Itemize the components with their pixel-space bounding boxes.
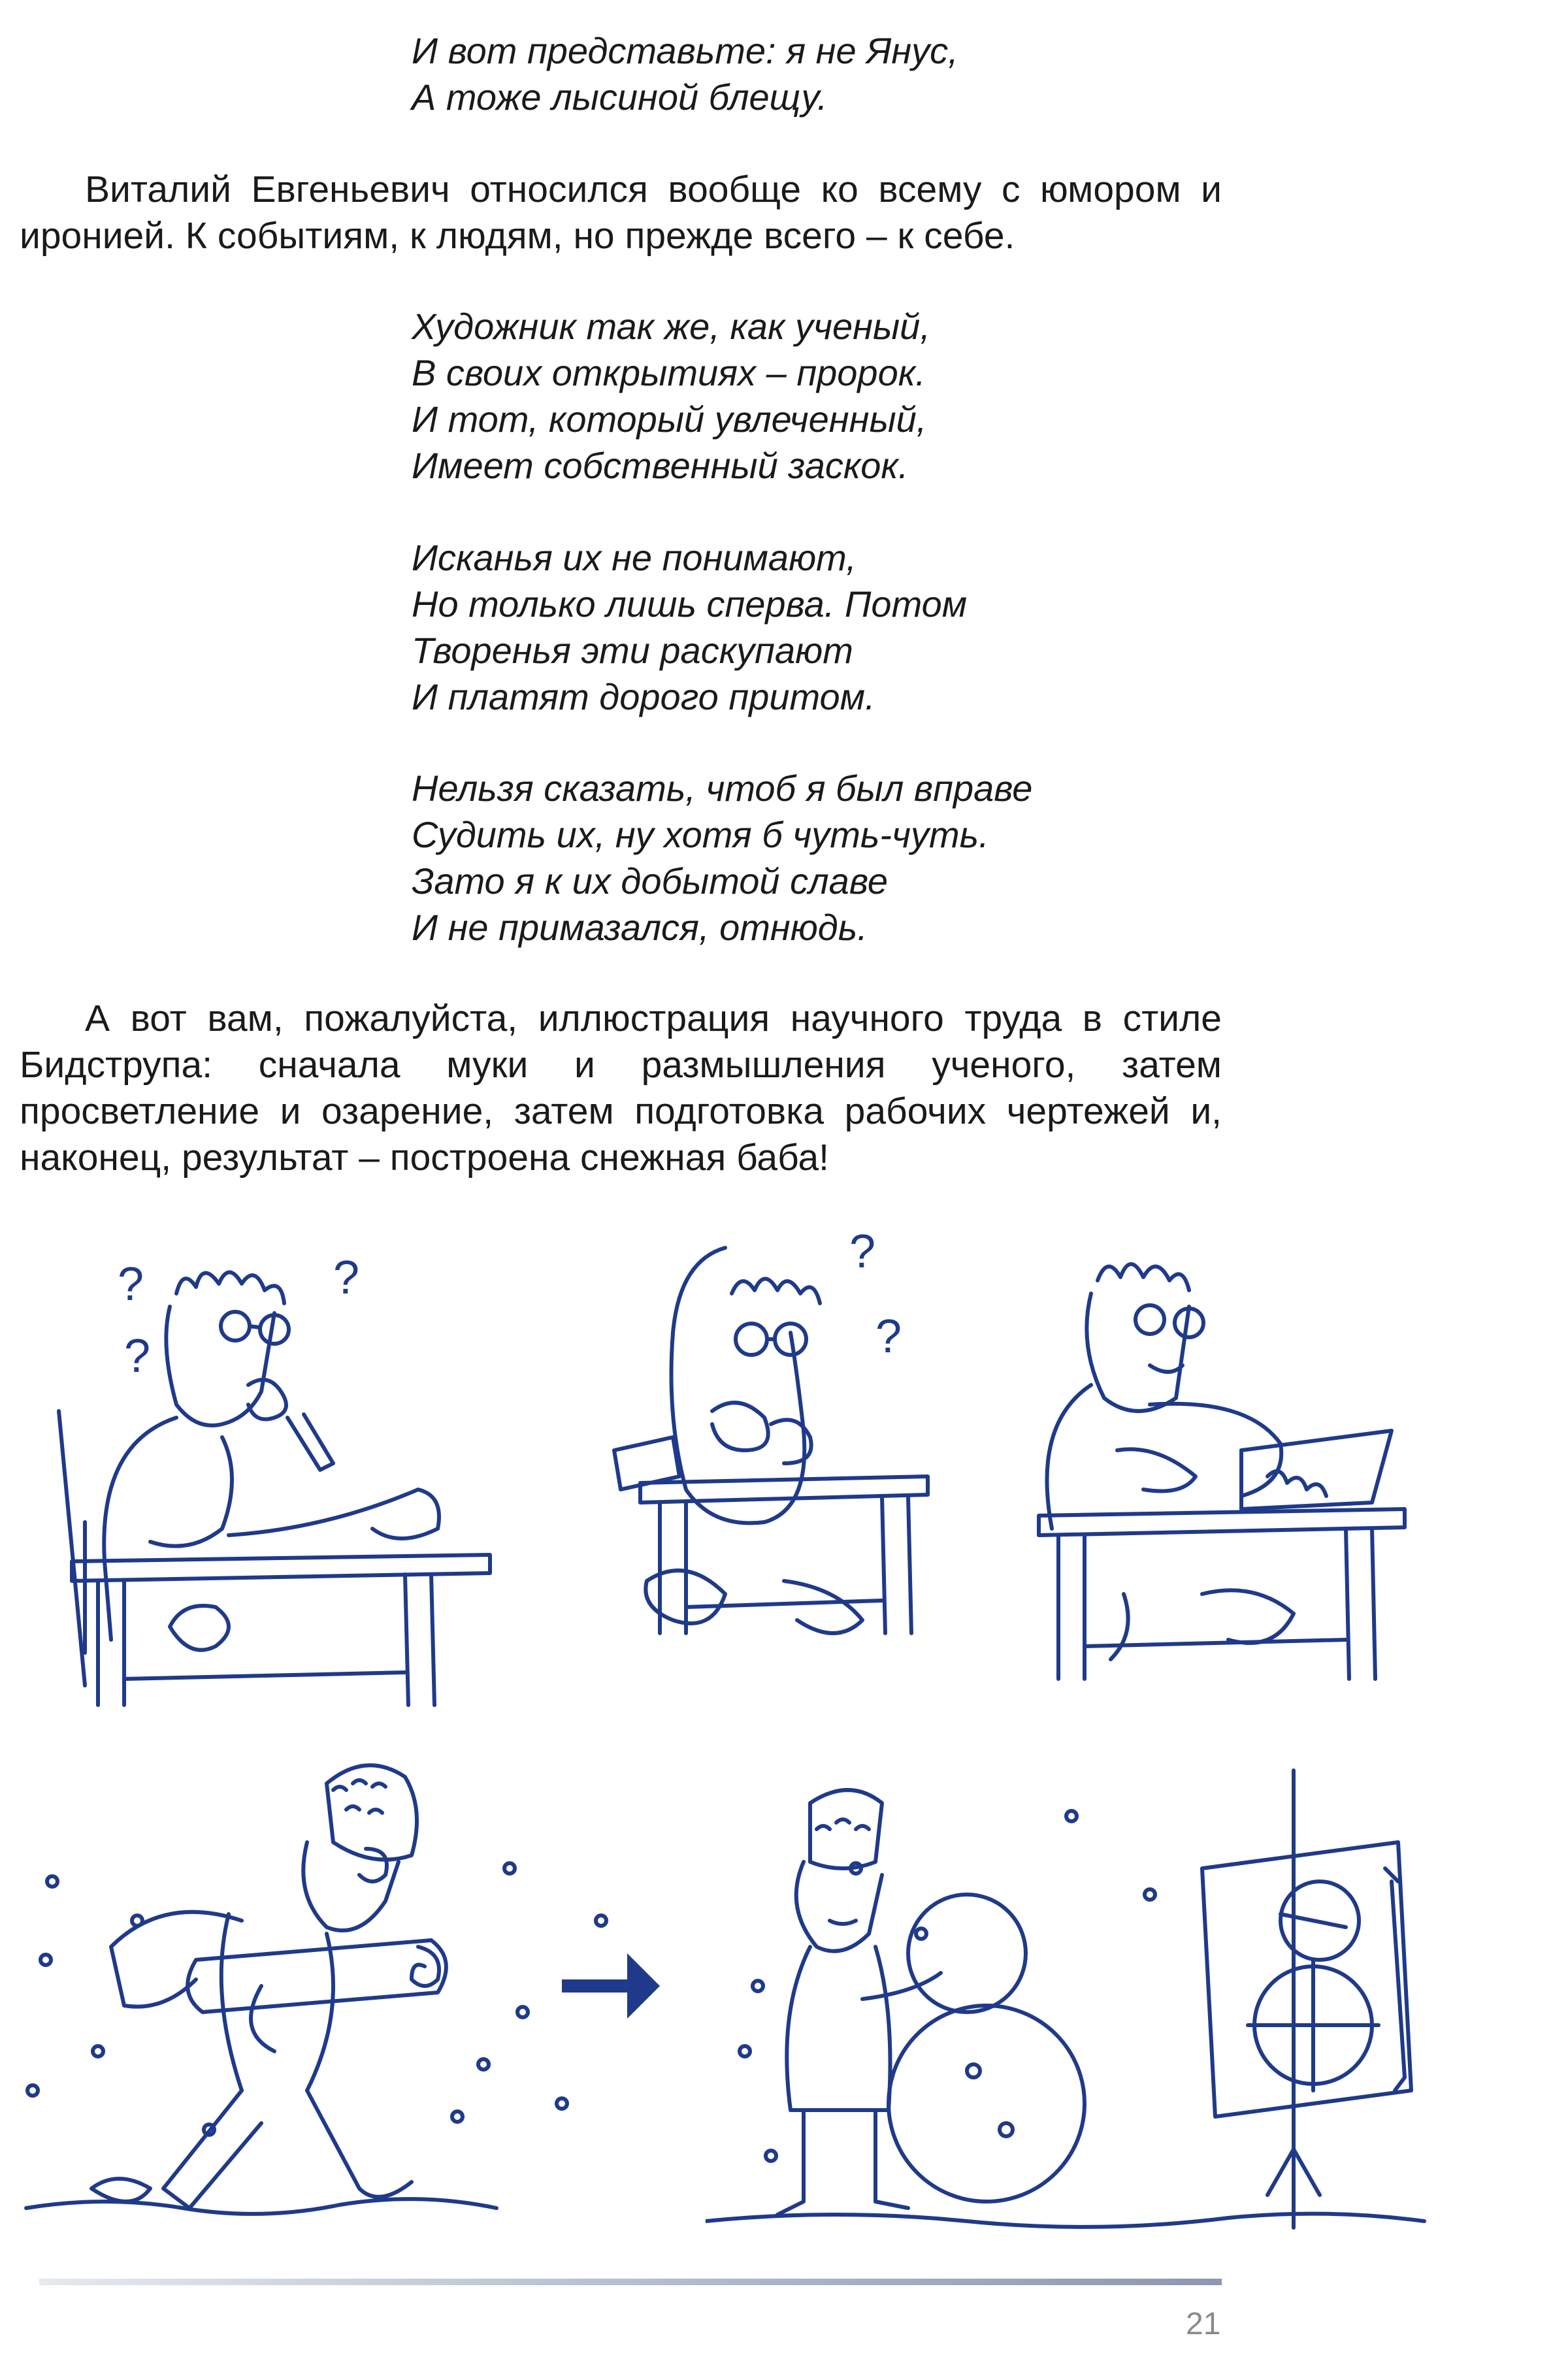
paragraph-2: А вот вам, пожалуйста, иллюстрация научного труда в стиле Бидструпа: сначала муки и размышления ученого, затем просветление и озарение, затем подготовка рабочих чертежей и, наконец, результат – построена снежная баба! [20, 998, 1222, 1179]
poem-line: И вот представьте: я не Янус, [412, 30, 958, 71]
intro-stanza [412, 27, 958, 120]
cartoon-panel-snowman [706, 1738, 1450, 2234]
poem-line: Нельзя сказать, чтоб я был вправе [412, 768, 1033, 809]
cartoon-panel-pondering [588, 1215, 980, 1712]
poem-line: А тоже лысиной блещу. [412, 76, 828, 118]
cartoon-panel-thinking [39, 1222, 523, 1718]
poem-line: Судить их, ну хотя б чуть-чуть. [412, 814, 989, 855]
poem-line: Художник так же, как ученый, [412, 306, 930, 347]
cartoon-panel-drawing [1019, 1215, 1411, 1725]
poem-stanza-3 [412, 765, 1032, 951]
svg-text:?: ? [849, 1226, 876, 1278]
svg-text:?: ? [118, 1258, 144, 1310]
paragraph-1: Виталий Евгеньевич относился вообще ко всему с юмором и иронией. К событиям, к людям, но прежде всего – к себе. [20, 169, 1222, 257]
poem-stanza-1 [412, 303, 930, 489]
poem-line: И не примазался, отнюдь. [412, 907, 868, 948]
poem-line: Исканья их не понимают, [412, 537, 857, 578]
svg-text:?: ? [124, 1330, 151, 1382]
svg-text:?: ? [875, 1310, 902, 1363]
footer-rule [39, 2279, 1222, 2285]
poem-line: Творенья эти раскупают [412, 630, 853, 671]
poem-line: В своих открытиях – пророк. [412, 352, 926, 393]
svg-text:?: ? [333, 1252, 360, 1304]
page-number: 21 [1186, 2307, 1221, 2341]
poem-stanza-2 [412, 534, 967, 720]
arrow-right-icon [562, 1947, 666, 2025]
poem-line: Имеет собственный заскок. [412, 445, 909, 486]
poem-line: И тот, который увлеченный, [412, 399, 927, 440]
poem-line: Зато я к их добытой славе [412, 860, 888, 902]
poem-line: И платят дорого притом. [412, 676, 875, 717]
poem-line: Но только лишь сперва. Потом [412, 583, 968, 625]
